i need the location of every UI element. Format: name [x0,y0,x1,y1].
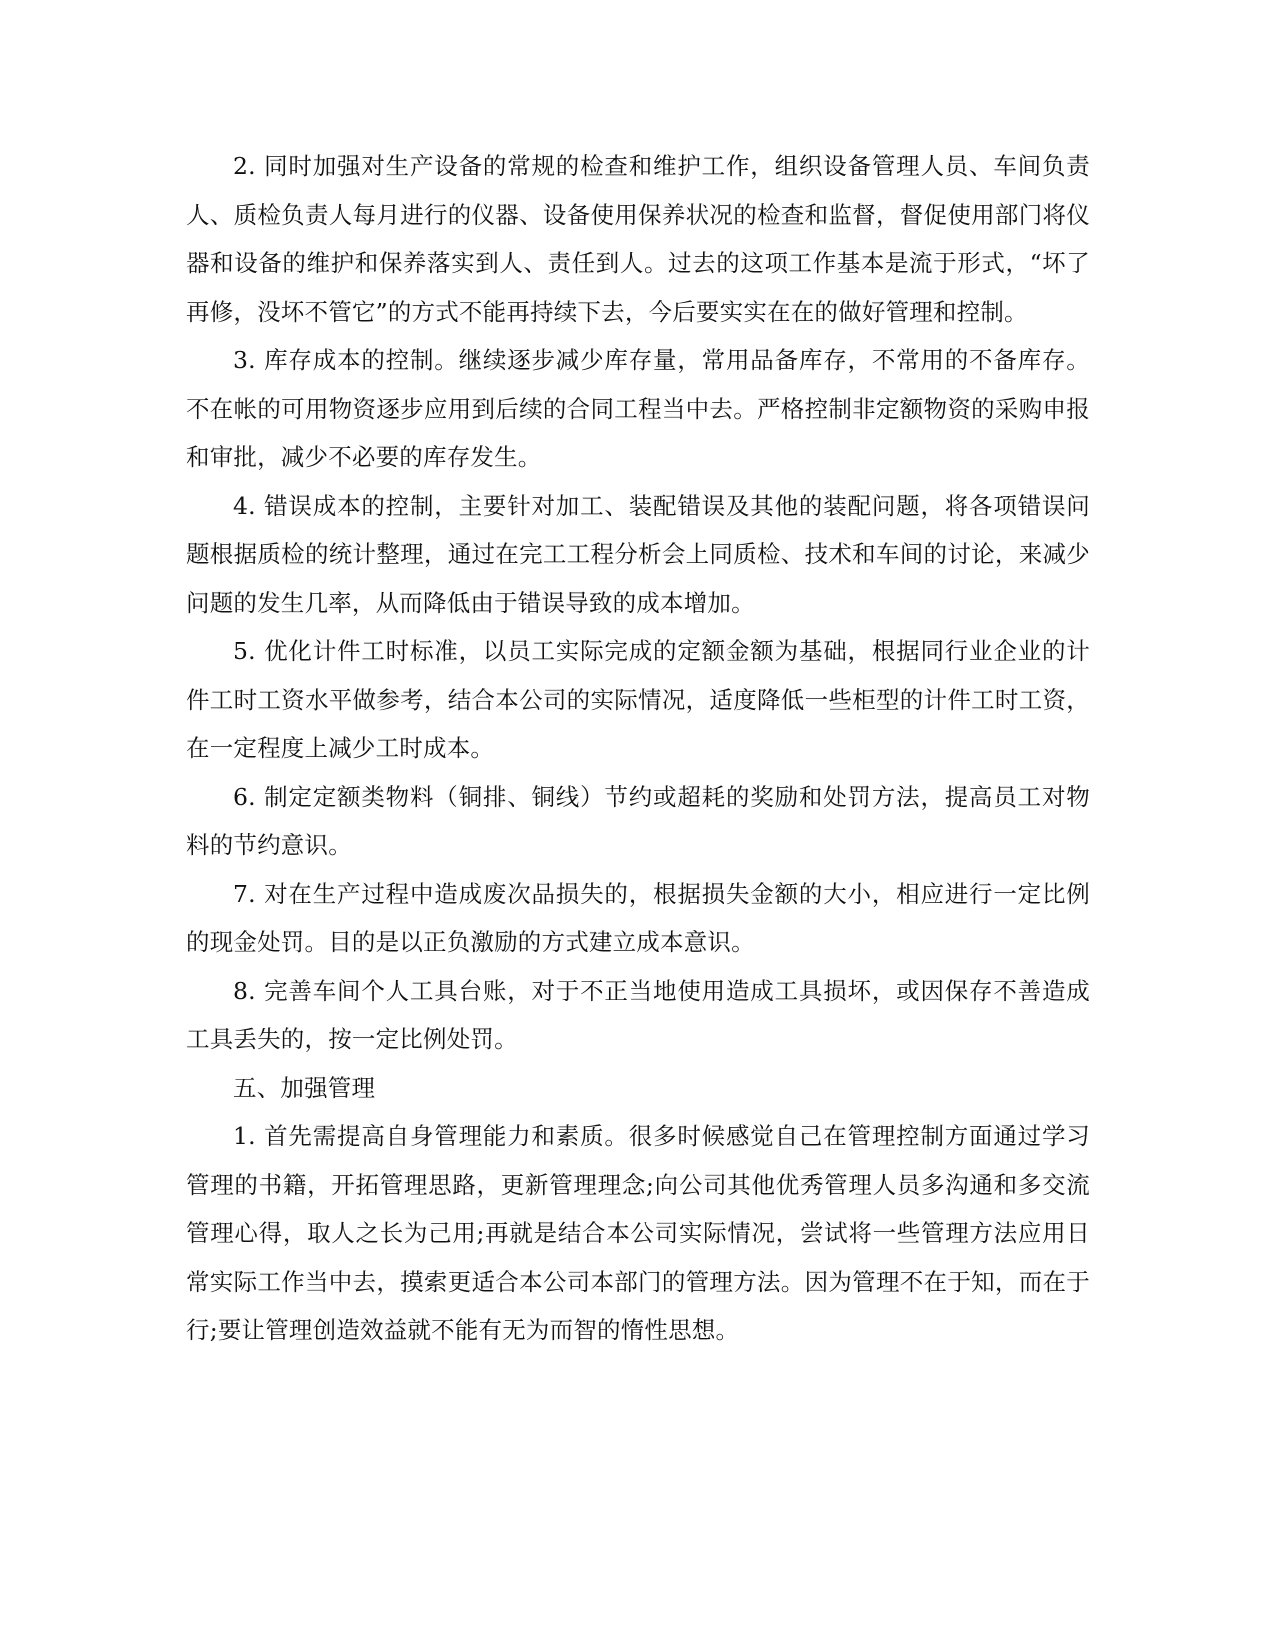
paragraph-piecework-standard: 5. 优化计件工时标准，以员工实际完成的定额金额为基础，根据同行业企业的计件工时工资水平做参考，结合本公司的实际情况，适度降低一些柜型的计件工时工资，在一定程度上减少工时成本。 [186,637,1090,762]
paragraph-tool-ledger: 8. 完善车间个人工具台账，对于不正当地使用造成工具损坏，或因保存不善造成工具丢失的，按一定比例处罚。 [186,976,1090,1053]
document-body [186,142,1090,1355]
paragraph-self-improvement: 1. 首先需提高自身管理能力和素质。很多时候感觉自己在管理控制方面通过学习管理的书籍，开拓管理思路，更新管理理念;向公司其他优秀管理人员多沟通和多交流管理心得，取人之长为己用;再就是结合本公司实际情况，尝试将一些管理方法应用日常实际工作当中去，摸索更适合本公司本部门的管理方法。因为管理不在于知，而在于行;要让管理创造效益就不能有无为而智的惰性思想。 [186,1122,1090,1344]
section-heading-management: 五、加强管理 [233,1073,376,1102]
paragraph-error-cost: 4. 错误成本的控制，主要针对加工、装配错误及其他的装配问题，将各项错误问题根据质检的统计整理，通过在完工工程分析会上同质检、技术和车间的讨论，来减少问题的发生几率，从而降低由于错误导致的成本增加。 [186,491,1090,617]
paragraph-scrap-penalty: 7. 对在生产过程中造成废次品损失的，根据损失金额的大小，相应进行一定比例的现金处罚。目的是以正负激励的方式建立成本意识。 [186,879,1090,956]
paragraph-equipment-maintenance: 2. 同时加强对生产设备的常规的检查和维护工作，组织设备管理人员、车间负责人、质检负责人每月进行的仪器、设备使用保养状况的检查和监督，督促使用部门将仪器和设备的维护和保养落实到人、责任到人。过去的这项工作基本是流于形式，“坏了再修，没坏不管它”的方式不能再持续下去，今后要实实在在的做好管理和控制。 [186,152,1090,326]
paragraph-inventory-cost: 3. 库存成本的控制。继续逐步减少库存量，常用品备库存，不常用的不备库存。不在帐的可用物资逐步应用到后续的合同工程当中去。严格控制非定额物资的采购申报和审批，减少不必要的库存发生。 [186,346,1090,471]
paragraph-material-rewards: 6. 制定定额类物料（铜排、铜线）节约或超耗的奖励和处罚方法，提高员工对物料的节约意识。 [186,782,1090,859]
